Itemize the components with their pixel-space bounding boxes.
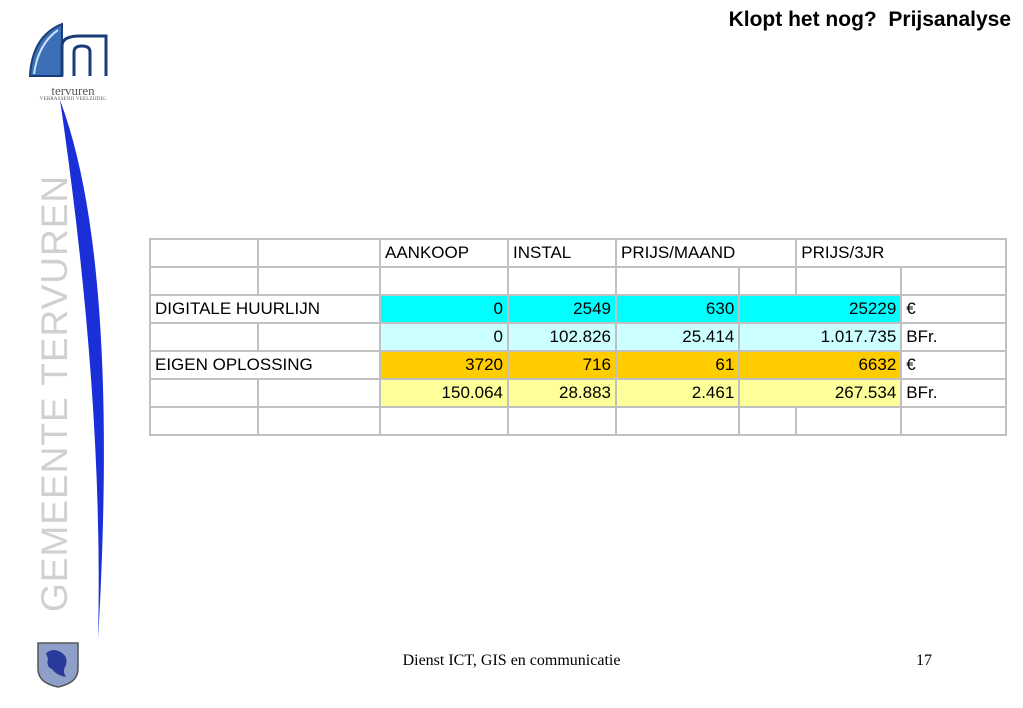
row-label: EIGEN OPLOSSING: [150, 351, 380, 379]
table-row: [150, 323, 1006, 351]
vertical-side-text-wrap: [34, 132, 76, 612]
cell-prijs-3jr: 1.017.735: [739, 323, 901, 351]
cell-unit: €: [901, 295, 1006, 323]
header-aankoop: AANKOOP: [380, 239, 508, 267]
table-header-row: [150, 239, 1006, 267]
cell-aankoop: 0: [380, 323, 508, 351]
cell-unit: BFr.: [901, 379, 1006, 407]
cell-prijs-3jr: 25229: [739, 295, 901, 323]
cell-instal: 716: [508, 351, 616, 379]
page-number: 17: [916, 652, 932, 669]
cell-instal: 2549: [508, 295, 616, 323]
table-row: [150, 351, 1006, 379]
cell-prijs-maand: 61: [616, 351, 739, 379]
row-label: DIGITALE HUURLIJN: [150, 295, 380, 323]
cell-aankoop: 150.064: [380, 379, 508, 407]
vertical-side-text: GEMEENTE TERVUREN: [34, 174, 75, 612]
cell-aankoop: 3720: [380, 351, 508, 379]
slide-title: Klopt het nog? Prijsanalyse: [728, 8, 1011, 31]
cell-prijs-maand: 2.461: [616, 379, 739, 407]
cell-prijs-3jr: 267.534: [739, 379, 901, 407]
header-prijs-3jr: PRIJS/3JR: [796, 239, 901, 267]
cell-instal: 102.826: [508, 323, 616, 351]
header-instal: INSTAL: [508, 239, 616, 267]
cell-prijs-3jr: 6632: [739, 351, 901, 379]
header-prijs-maand: PRIJS/MAAND: [616, 239, 739, 267]
logo-wordmark: tervuren: [51, 83, 95, 98]
table-row: [150, 295, 1006, 323]
cell-prijs-maand: 25.414: [616, 323, 739, 351]
price-analysis-table: [149, 238, 1007, 436]
table-row-empty: [150, 267, 1006, 295]
logo-tagline: VERRASSEND VEELZIJDIG: [39, 97, 107, 102]
cell-instal: 28.883: [508, 379, 616, 407]
cell-unit: €: [901, 351, 1006, 379]
cell-prijs-maand: 630: [616, 295, 739, 323]
table-row: [150, 379, 1006, 407]
footer-department: Dienst ICT, GIS en communicatie: [402, 652, 621, 669]
table-row-empty: [150, 407, 1006, 435]
cell-unit: BFr.: [901, 323, 1006, 351]
cell-aankoop: 0: [380, 295, 508, 323]
